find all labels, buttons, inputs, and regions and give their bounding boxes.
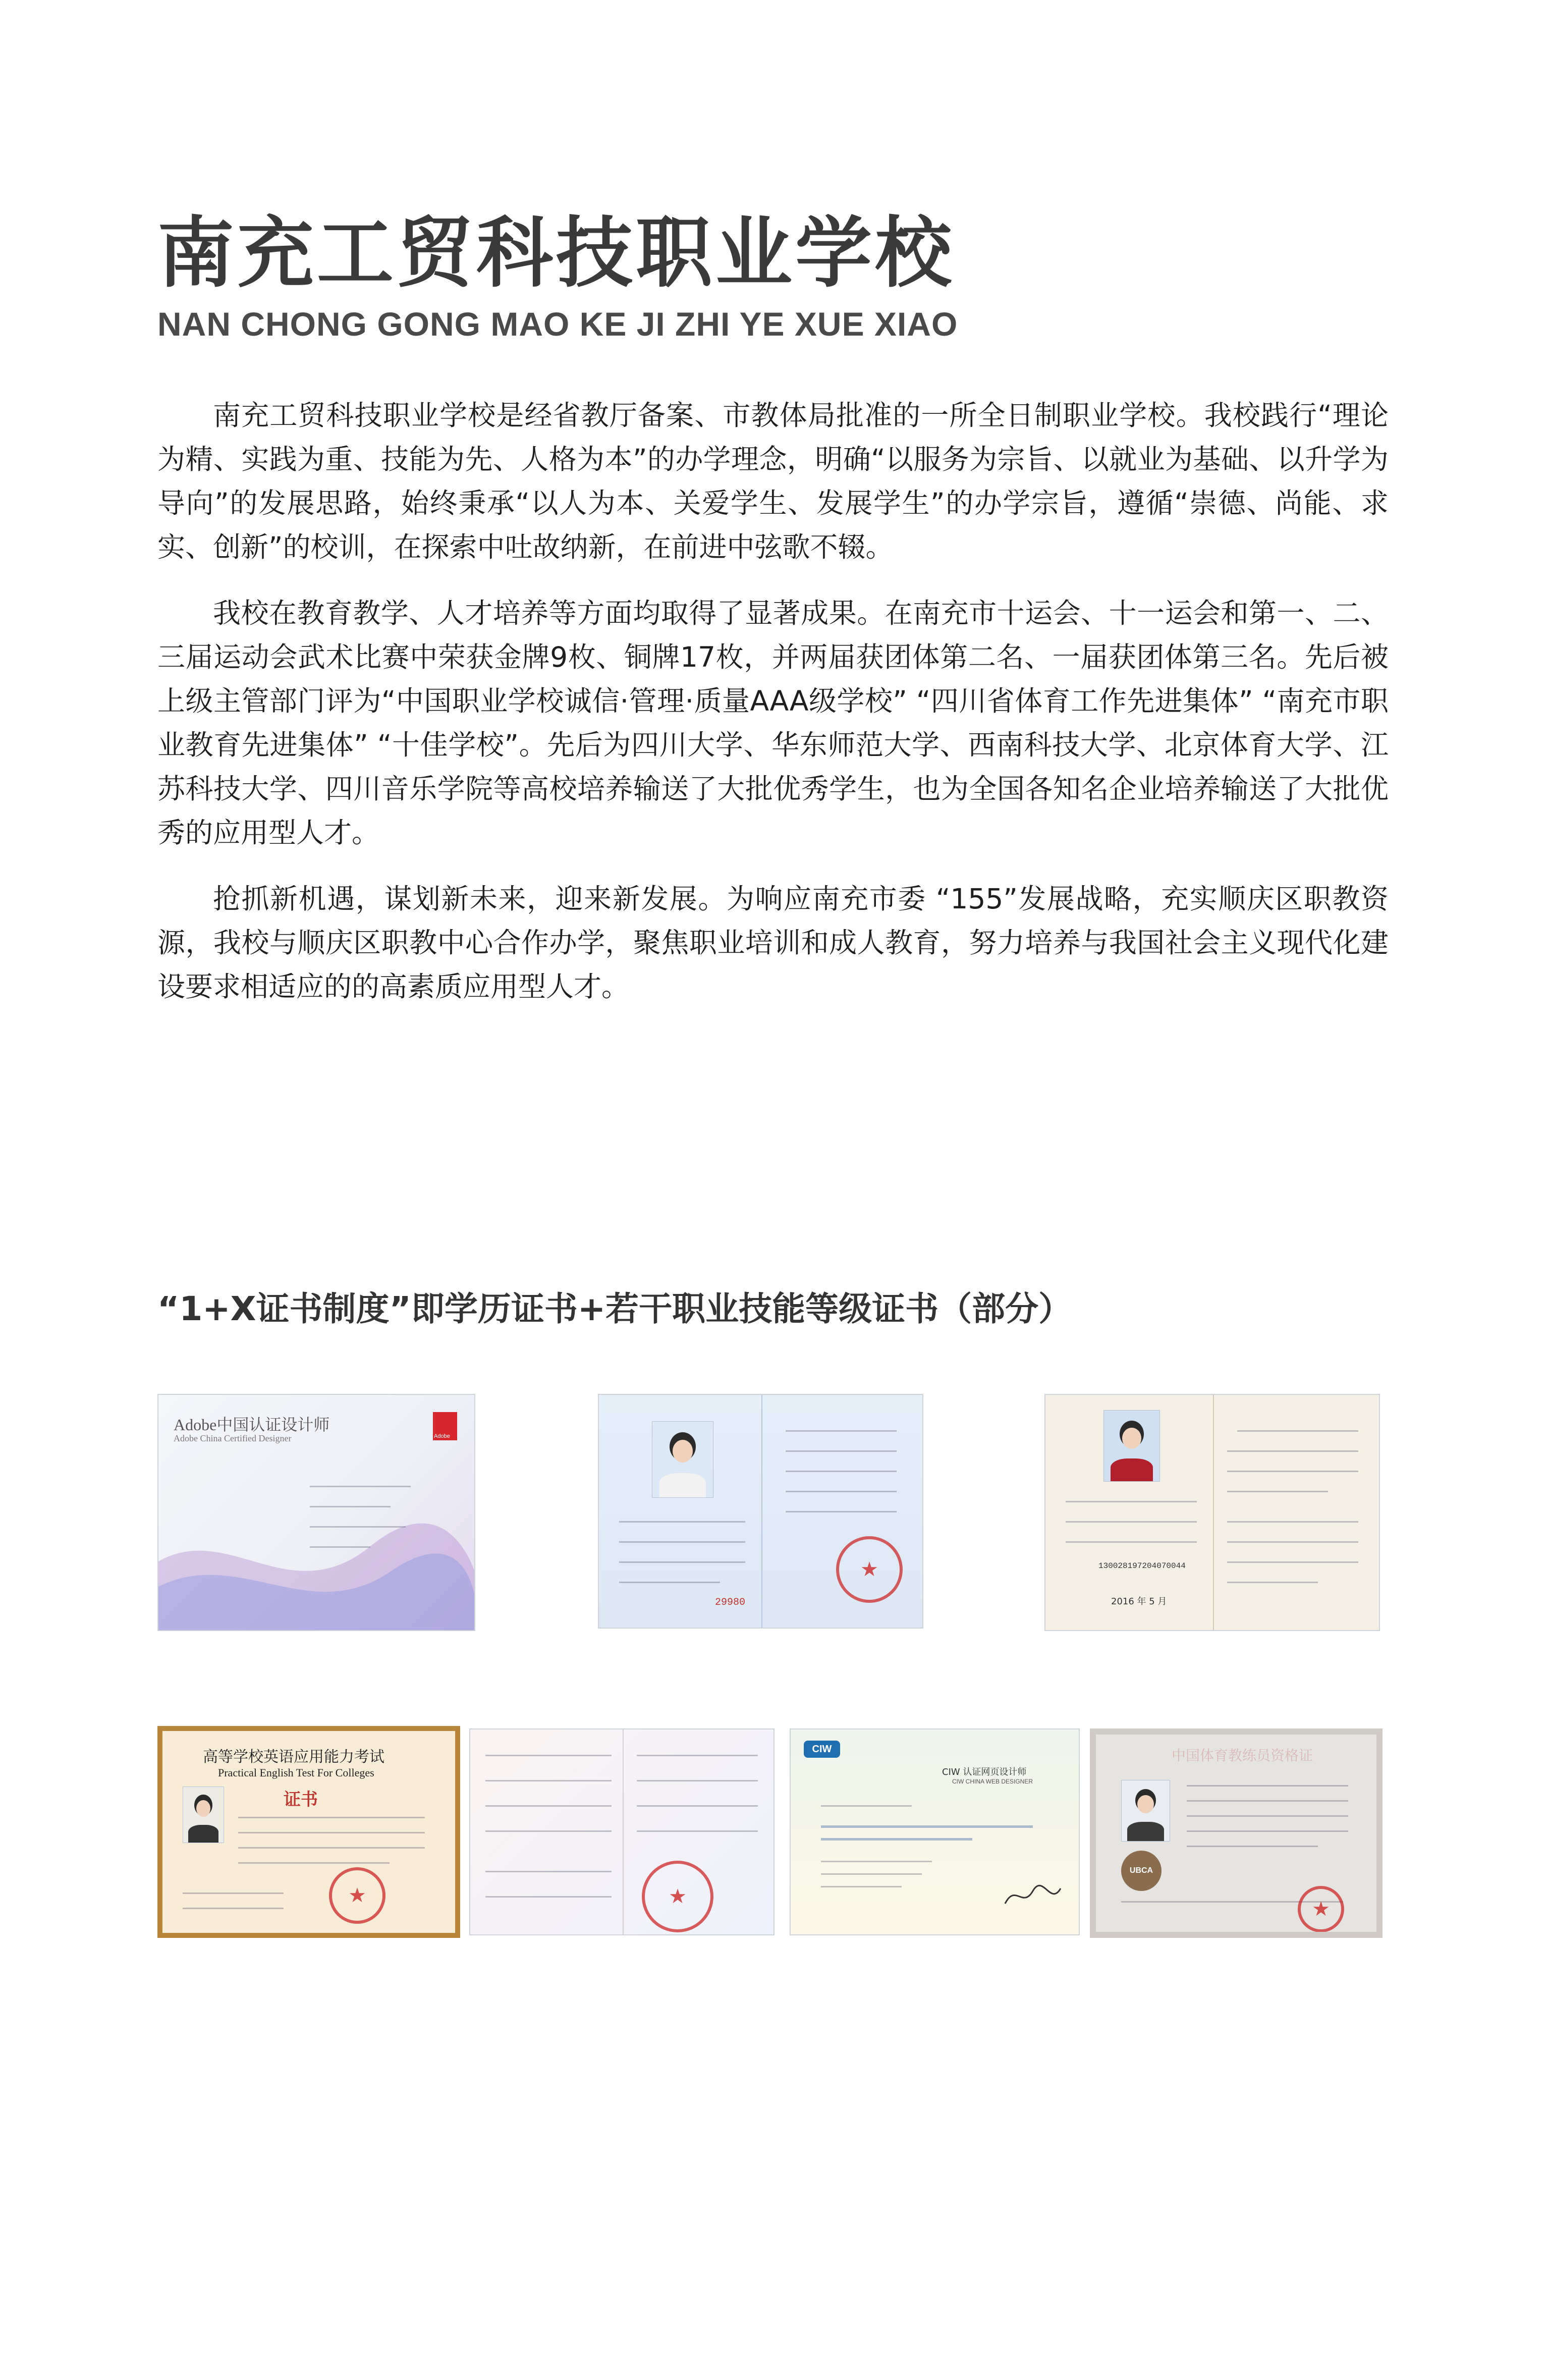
paragraph: 抢抓新机遇，谋划新未来，迎来新发展。为响应南充市委 “155”发展战略，充实顺庆区职教资源，我校与顺庆区职教中心合作办学，聚焦职业培训和成人教育，努力培养与我国社会主义现代化建设要求相适应的的高素质应用型人才。 bbox=[157, 883, 1389, 1003]
official-seal-icon bbox=[836, 1536, 903, 1603]
holder-photo bbox=[183, 1787, 224, 1843]
swirl-decoration-icon bbox=[158, 1395, 475, 1631]
intro-text bbox=[157, 394, 1389, 1031]
certificate-ciw bbox=[790, 1728, 1080, 1935]
certificate-adobe bbox=[157, 1394, 475, 1631]
certificate-blue-booklet bbox=[598, 1394, 923, 1629]
certificate-record-page bbox=[469, 1728, 775, 1935]
paragraph: 我校在教育教学、人才培养等方面均取得了显著成果。在南充市十运会、十一运会和第一、二、三届运动会武术比赛中荣获金牌9枚、铜牌17枚，并两届获团体第二名、一届获团体第三名。先后被上级主管部门评为“中国职业学校诚信·管理·质量AAA级学校” “四川省体育工作先进集体” “南充市职业教育先进集体” “十佳学校”。先后为四川大学、华东师范大学、西南科技大学、北京体育大学、江苏科技大学、四川音乐学院等高校培养输送了大批优秀学生，也为全国各知名企业培养输送了大批优秀的应用型人才。 bbox=[157, 597, 1389, 849]
holder-photo bbox=[652, 1421, 713, 1498]
id-number: 130028197204070044 bbox=[1098, 1561, 1186, 1571]
certificate-subtitle: Practical English Test For Colleges bbox=[218, 1766, 374, 1779]
holder-photo bbox=[1103, 1410, 1160, 1482]
page-title: 南充工贸科技职业学校 bbox=[157, 208, 955, 298]
certificate-subtitle: CIW CHINA WEB DESIGNER bbox=[952, 1778, 1033, 1785]
ubca-seal-icon: UBCA bbox=[1121, 1851, 1162, 1891]
issue-date: 2016 年 5 月 bbox=[1111, 1596, 1167, 1607]
holder-photo bbox=[1121, 1780, 1170, 1842]
official-seal-icon bbox=[1298, 1886, 1344, 1932]
certificate-vocational bbox=[1044, 1394, 1380, 1631]
page-subtitle: NAN CHONG GONG MAO KE JI ZHI YE XUE XIAO bbox=[157, 305, 958, 343]
official-seal-icon bbox=[642, 1861, 713, 1932]
official-seal-icon bbox=[329, 1867, 385, 1924]
certificate-subtitle: Adobe China Certified Designer bbox=[174, 1433, 292, 1443]
certificate-title: 高等学校英语应用能力考试 bbox=[203, 1748, 384, 1766]
certificate-badge: 证书 bbox=[284, 1790, 318, 1810]
certificate-english-test bbox=[157, 1726, 460, 1938]
certificate-number: 29980 bbox=[715, 1597, 746, 1608]
certificates-heading: “1+X证书制度”即学历证书+若干职业技能等级证书（部分） bbox=[157, 1289, 1072, 1328]
paragraph: 南充工贸科技职业学校是经省教厅备案、市教体局批准的一所全日制职业学校。我校践行“理论为精、实践为重、技能为先、人格为本”的办学理念，明确“以服务为宗旨、以就业为基础、以升学为导向”的发展思路，始终秉承“以人为本、关爱学生、发展学生”的办学宗旨，遵循“崇德、尚能、求实、创新”的校训，在探索中吐故纳新，在前进中弦歌不辍。 bbox=[157, 399, 1389, 563]
ciw-logo-icon: CIW bbox=[804, 1741, 840, 1758]
certificate-coach bbox=[1090, 1728, 1383, 1938]
certificate-title: Adobe中国认证设计师 bbox=[174, 1416, 330, 1434]
brand-label: Adobe bbox=[434, 1433, 450, 1439]
certificate-title: 中国体育教练员资格证 bbox=[1172, 1747, 1313, 1764]
signature-icon bbox=[1003, 1881, 1063, 1911]
certificate-title: CIW 认证网页设计师 bbox=[942, 1767, 1027, 1777]
